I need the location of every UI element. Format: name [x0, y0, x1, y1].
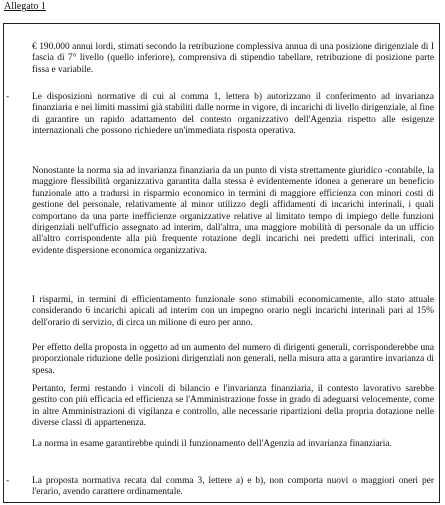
list-dash: - [6, 92, 10, 102]
paragraph-no-new-charges: La proposta normativa recata dal comma 3, lettere a) e b), non comporta nuovi o maggiori oneri per l'erario, avendo carattere ordinamentale. [32, 476, 434, 498]
list-dash: - [6, 476, 10, 486]
paragraph-financial-invariance: Nonostante la norma sia ad invarianza finanziaria da un punto di vista strettamente giuridico -contabile, la maggiore flessibilità organizzativa garantita dalla stessa è evidentemente idonea a generare un beneficio funzionale atto a tradursi in risparmio economico in termini di maggiore efficienza con minori costi di gestione del personale, relativamente al minor utilizzo degli affidamenti di incarichi interinali, i quali comportano da una parte inefficienze organizzative relative al limitato tempo di impiego delle funzioni dirigenziali nell'ufficio assegnato ad interim, dall'altra, una maggiore mobilità di personale da un ufficio all'altro corrispondente alla più frequente rotazione degli incarichi nei predetti uffici interinali, con evidente dispersione economica organizzativa. [32, 166, 434, 256]
document-heading: Allegato 1 [4, 1, 46, 12]
paragraph-managers-increase: Per effetto della proposta in oggetto ad un aumento del numero di dirigenti generali, corrisponderebbe una proporzionale riduzione delle posizioni dirigenziali non generali, nella misura atta a garantire invarianza di spesa. [32, 343, 434, 376]
paragraph-cost-estimate: € 190.000 annui lordi, stimati secondo la retribuzione complessiva annua di una posizione dirigenziale di I fascia di 7° livello (quello inferiore), comprensiva di stipendio tabellare, retribuzione di posizione parte fissa e variabile. [32, 42, 434, 75]
paragraph-legal-provisions: Le disposizioni normative di cui al comma 1, lettera b) autorizzano il conferimento ad invarianza finanziaria e nei limiti massimi già stabiliti dalle norme in vigore, di incarichi di livello dirigenziale, al fine di garantire un rapido adattamento del contesto organizzativo dell'Agenzia rispetto alle esigenze internazionali che possono richiedere un'immediata risposta operativa. [32, 92, 434, 137]
paragraph-savings: I risparmi, in termini di efficientamento funzionale sono stimabili economicamente, allo stato attuale considerando 6 incarichi apicali ad interim con un impegno orario negli incarichi interinali pari al 15% dell'orario di servizio, di circa un milione di euro per anno. [32, 295, 434, 328]
paragraph-norm-guarantee: La norma in esame garantirebbe quindi il funzionamento dell'Agenzia ad invarianza finanziaria. [32, 439, 392, 449]
paragraph-budget-constraints: Pertanto, fermi restando i vincoli di bilancio e l'invarianza finanziaria, il contesto lavorativo sarebbe gestito con più efficacia ed efficienza se l'Amministrazione fosse in grado di adeguarsi velocemente, come in altre Amministrazioni di vigilanza e controllo, alle necessarie ripartizioni della propria dotazione nelle diverse classi di appartenenza. [32, 384, 434, 429]
